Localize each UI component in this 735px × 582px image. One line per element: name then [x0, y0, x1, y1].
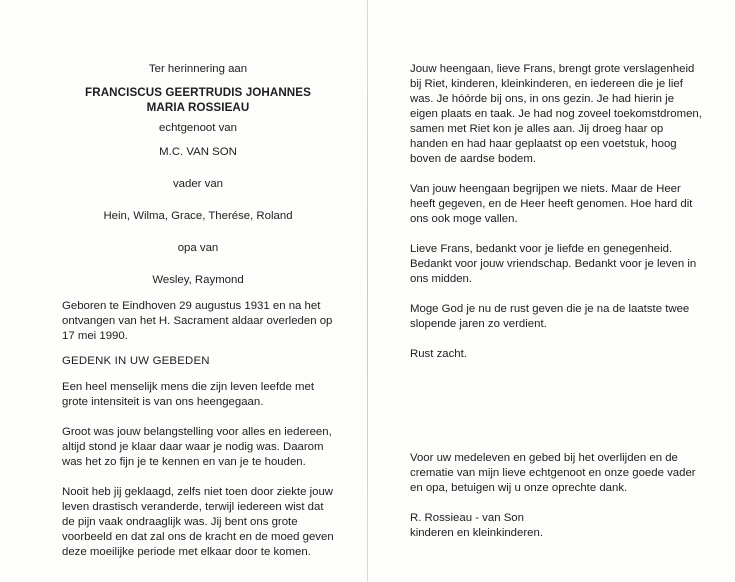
signature-line-1: R. Rossieau - van Son — [410, 512, 524, 524]
spouse-label: echtgenoot van — [159, 122, 237, 134]
birth-death-text: Geboren te Eindhoven 29 augustus 1931 en na het ontvangen van het H. Sacrament aldaar overleden op 17 mei 1990. — [62, 300, 333, 342]
left-paragraph: Een heel menselijk mens die zijn leven leefde met grote intensiteit is van ons heengegaan. — [62, 381, 314, 408]
right-paragraph: Moge God je nu de rust geven die je na de laatste twee slopende jaren zo verdient. — [410, 303, 690, 330]
father-label: vader van — [172, 178, 224, 190]
deceased-name — [62, 85, 334, 115]
right-paragraph: Jouw heengaan, lieve Frans, brengt grote verslagenheid bij Riet, kinderen, kleinkinderen, en iedereen die je lief was. Je hóórde bij ons, in ons gezin. Je had hierin je eigen plaats en taak. Je had nog zoveel toekomstdromen, samen met Riet kon je alles aan. Jij droeg haar op handen en had haar geplaatst op een voetstuk, hoog boven de aardse bodem. — [410, 63, 702, 165]
grandchildren-names: Wesley, Raymond — [152, 274, 244, 286]
left-paragraph: Groot was jouw belangstelling voor alles en iedereen, altijd stond je klaar daar waar je nodig was. Daarom was het zo fijn je te kennen en van je te houden. — [62, 426, 332, 468]
rest-in-peace: Rust zacht. — [410, 348, 467, 360]
right-paragraph: Van jouw heengaan begrijpen we niets. Maar de Heer heeft gegeven, en de Heer heeft genomen. Hoe hard dit ons ook moge vallen. — [410, 183, 693, 225]
spouse-name: M.C. VAN SON — [159, 146, 237, 158]
signature-line-2: kinderen en kleinkinderen. — [410, 527, 543, 539]
thanks-text: Voor uw medeleven en gebed bij het overlijden en de crematie van mijn lieve echtgenoot en onze goede vader en opa, betuigen wij u onze oprechte dank. — [410, 452, 696, 494]
right-page — [410, 62, 702, 377]
intro-text: Ter herinnering aan — [148, 63, 248, 75]
thanks-block — [410, 451, 702, 541]
left-paragraph: Nooit heb jij geklaagd, zelfs niet toen door ziekte jouw leven drastisch veranderde, terwijl iedereen wist dat de pijn vaak ondraaglijk was. Jij bent ons grote voorbeeld en dat zal ons de kracht en de moed geven deze moeilijke periode met elkaar door te komen. — [62, 486, 334, 558]
name-line-2: MARIA ROSSIEAU — [146, 101, 250, 114]
children-names: Hein, Wilma, Grace, Therése, Roland — [103, 210, 293, 222]
name-line-1: FRANCISCUS GEERTRUDIS JOHANNES — [85, 86, 311, 99]
right-paragraph: Lieve Frans, bedankt voor je liefde en genegenheid. Bedankt voor jouw vriendschap. Bedankt voor je leven in ons midden. — [410, 243, 697, 285]
card-fold — [367, 0, 368, 582]
prayer-heading: GEDENK IN UW GEBEDEN — [62, 355, 210, 367]
left-page — [62, 62, 334, 575]
grandpa-label: opa van — [177, 242, 219, 254]
